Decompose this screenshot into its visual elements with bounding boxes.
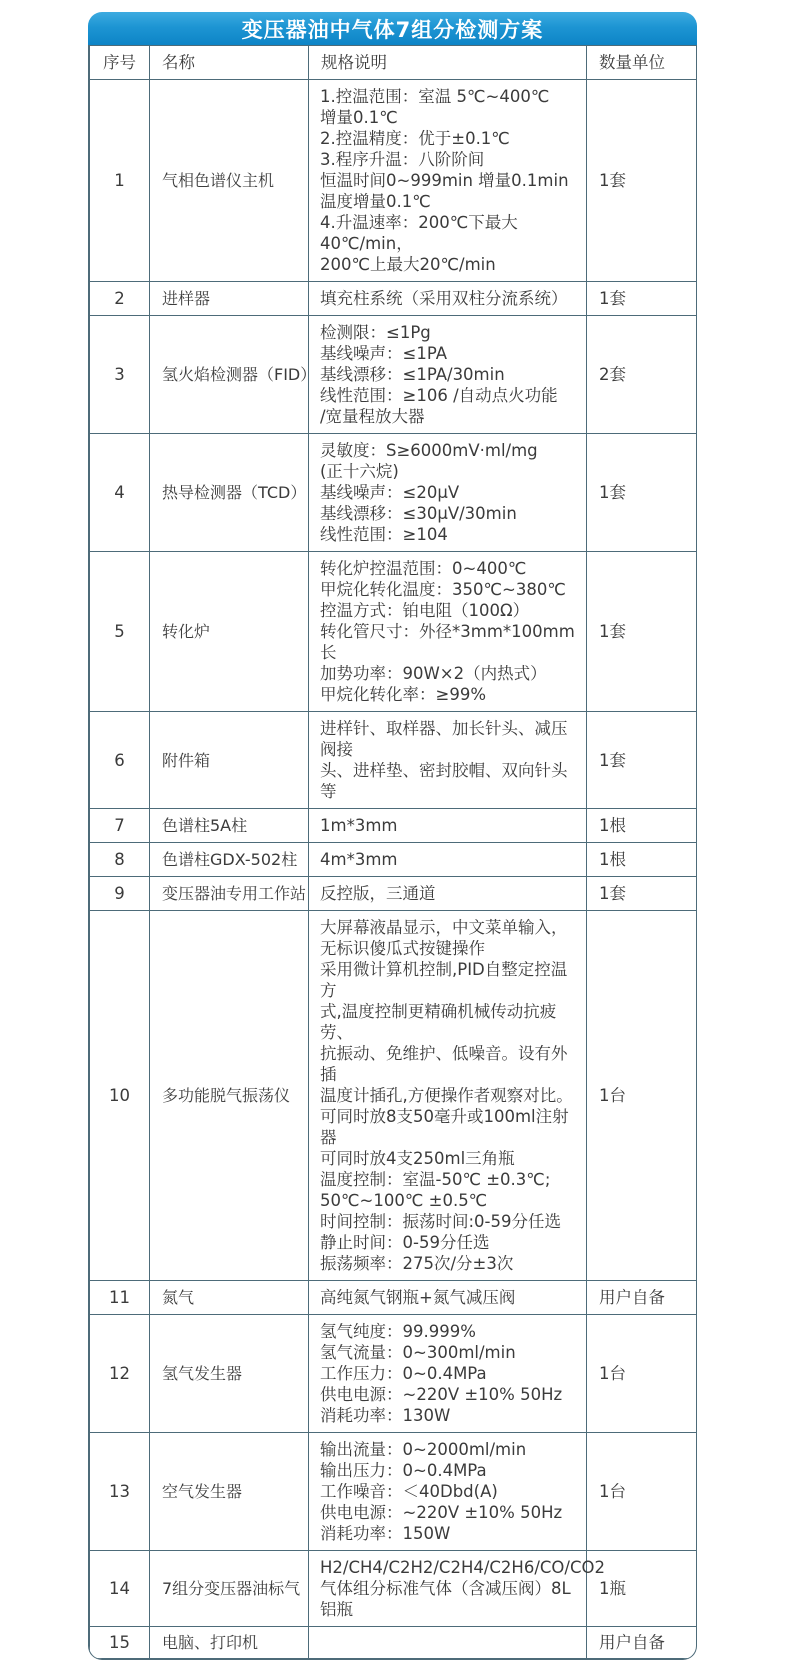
row-number-cell: 3 — [90, 316, 150, 434]
item-qty-cell: 1台 — [587, 1433, 698, 1551]
spec-line: 供电电源：~220V ±10% 50Hz — [320, 1385, 563, 1404]
spec-line: 时间控制：振荡时间:0-59分任选 — [320, 1212, 562, 1231]
spec-line: 可同时放8支50毫升或100ml注射器 — [320, 1107, 569, 1147]
table-row — [90, 712, 698, 809]
spec-line: 静止时间：0-59分任选 — [320, 1233, 490, 1252]
spec-line: 2.控温精度：优于±0.1℃ — [320, 129, 510, 148]
item-spec-cell — [309, 809, 587, 843]
item-name-cell: 氢气发生器 — [150, 1315, 309, 1433]
item-qty-cell: 1套 — [587, 282, 698, 316]
spec-line: 线性范围：≥104 — [320, 525, 448, 544]
spec-line: 基线漂移：≤1PA/30min — [320, 365, 505, 384]
item-spec-cell — [309, 1627, 587, 1659]
item-name-cell: 电脑、打印机 — [150, 1627, 309, 1659]
item-name-cell: 色谱柱5A柱 — [150, 809, 309, 843]
item-spec-cell — [309, 843, 587, 877]
table-row — [90, 877, 698, 911]
item-name-cell: 空气发生器 — [150, 1433, 309, 1551]
spec-line: 温度计插孔,方便操作者观察对比。 — [320, 1086, 573, 1105]
item-spec-cell — [309, 1551, 605, 1627]
spec-line: 基线漂移：≤30μV/30min — [320, 504, 517, 523]
table-row — [90, 1627, 698, 1659]
item-name-cell: 进样器 — [150, 282, 309, 316]
spec-line: /宽量程放大器 — [320, 407, 425, 426]
spec-table-body — [90, 80, 698, 1659]
item-qty-cell: 1套 — [587, 434, 698, 552]
item-name-cell: 变压器油专用工作站 — [150, 877, 309, 911]
spec-line: 温度控制：室温-50℃ ±0.3℃; — [320, 1170, 551, 1189]
table-row — [90, 1433, 698, 1551]
spec-line: 线性范围：≥106 /自动点火功能 — [320, 386, 558, 405]
table-row — [90, 552, 698, 712]
spec-line: 50℃~100℃ ±0.5℃ — [320, 1191, 488, 1210]
spec-line: 填充柱系统（采用双柱分流系统） — [320, 289, 568, 308]
spec-line: 高纯氮气钢瓶+氮气减压阀 — [320, 1288, 516, 1307]
row-number-cell: 2 — [90, 282, 150, 316]
table-row — [90, 80, 698, 282]
spec-line: 反控版，三通道 — [320, 884, 436, 903]
item-spec-cell — [309, 434, 587, 552]
spec-line: 1m*3mm — [320, 816, 398, 835]
spec-line: 气体组分标准气体（含减压阀）8L铝瓶 — [320, 1579, 571, 1619]
item-spec-cell — [309, 1433, 587, 1551]
spec-line: 氢气纯度：99.999% — [320, 1322, 476, 1341]
item-spec-cell — [309, 911, 587, 1281]
row-number-cell: 5 — [90, 552, 150, 712]
item-qty-cell: 1套 — [587, 877, 698, 911]
table-row — [90, 282, 698, 316]
spec-line: 3.程序升温：八阶阶间 — [320, 150, 485, 169]
row-number-cell: 15 — [90, 1627, 150, 1659]
spec-line: 4.升温速率：200℃下最大40℃/min， — [320, 213, 518, 253]
item-spec-cell — [309, 877, 587, 911]
item-spec-cell — [309, 552, 587, 712]
row-number-cell: 13 — [90, 1433, 150, 1551]
item-qty-cell: 1瓶 — [587, 1551, 698, 1627]
spec-line: 采用微计算机控制,PID自整定控温方 — [320, 960, 568, 1000]
row-number-cell: 12 — [90, 1315, 150, 1433]
row-number-cell: 4 — [90, 434, 150, 552]
spec-line: 无标识傻瓜式按键操作 — [320, 939, 485, 958]
spec-line: 转化炉控温范围：0~400℃ — [320, 559, 527, 578]
spec-line: 工作噪音：＜40Dbd(A) — [320, 1482, 498, 1501]
row-number-cell: 11 — [90, 1281, 150, 1315]
item-name-cell: 氢火焰检测器（FID） — [150, 316, 309, 434]
item-qty-cell: 1根 — [587, 843, 698, 877]
item-spec-cell — [309, 316, 587, 434]
spec-line: 大屏幕液晶显示，中文菜单输入， — [320, 918, 568, 937]
spec-line: 输出流量：0~2000ml/min — [320, 1440, 527, 1459]
spec-line: 温度增量0.1℃ — [320, 192, 431, 211]
row-number-cell: 10 — [90, 911, 150, 1281]
table-row — [90, 1315, 698, 1433]
spec-line: 工作压力：0~0.4MPa — [320, 1364, 487, 1383]
spec-line: 消耗功率：130W — [320, 1406, 451, 1425]
item-qty-cell: 用户自备 — [587, 1627, 698, 1659]
table-row — [90, 434, 698, 552]
row-number-cell: 8 — [90, 843, 150, 877]
item-qty-cell: 1套 — [587, 80, 698, 282]
spec-line: 基线噪声：≤20μV — [320, 483, 460, 502]
item-qty-cell: 1套 — [587, 552, 698, 712]
table-row — [90, 911, 698, 1281]
spec-line: 灵敏度：S≥6000mV·ml/mg — [320, 441, 538, 460]
item-qty-cell: 2套 — [587, 316, 698, 434]
row-number-cell: 14 — [90, 1551, 150, 1627]
row-number-cell: 1 — [90, 80, 150, 282]
header-row — [90, 46, 698, 80]
spec-line: 供电电源：~220V ±10% 50Hz — [320, 1503, 563, 1522]
spec-line: 加势功率：90W×2（内热式） — [320, 664, 547, 683]
spec-line: 氢气流量：0~300ml/min — [320, 1343, 516, 1362]
row-number-cell: 9 — [90, 877, 150, 911]
item-name-cell: 色谱柱GDX-502柱 — [150, 843, 309, 877]
spec-line: 4m*3mm — [320, 850, 398, 869]
spec-line: 输出压力：0~0.4MPa — [320, 1461, 487, 1480]
spec-line: 消耗功率：150W — [320, 1524, 451, 1543]
spec-line: 抗振动、免维护、低噪音。设有外插 — [320, 1044, 568, 1084]
column-header-name: 名称 — [150, 46, 309, 80]
item-name-cell: 热导检测器（TCD） — [150, 434, 309, 552]
item-name-cell: 转化炉 — [150, 552, 309, 712]
spec-line: (正十六烷) — [320, 462, 399, 481]
table-row — [90, 809, 698, 843]
table-row — [90, 316, 698, 434]
item-spec-cell — [309, 1315, 587, 1433]
spec-line: 增量0.1℃ — [320, 108, 398, 127]
item-qty-cell: 用户自备 — [587, 1281, 698, 1315]
item-spec-cell — [309, 1281, 587, 1315]
spec-table — [89, 45, 697, 1659]
item-qty-cell: 1台 — [587, 911, 698, 1281]
column-header-qty: 数量单位 — [587, 46, 698, 80]
table-row — [90, 843, 698, 877]
spec-line: 检测限：≤1Pg — [320, 323, 431, 342]
spec-line: 恒温时间0~999min 增量0.1min — [320, 171, 569, 190]
spec-table-card — [88, 12, 697, 1660]
spec-line: 可同时放4支250ml三角瓶 — [320, 1149, 515, 1168]
spec-line: 振荡频率：275次/分±3次 — [320, 1254, 514, 1273]
spec-line: 式,温度控制更精确机械传动抗疲劳、 — [320, 1002, 557, 1042]
spec-line: 头、进样垫、密封胶帽、双向针头等 — [320, 761, 568, 801]
spec-line: 甲烷化转化率：≥99% — [320, 685, 486, 704]
spec-line: 基线噪声：≤1PA — [320, 344, 448, 363]
table-row — [90, 1551, 698, 1627]
spec-line: 甲烷化转化温度：350℃~380℃ — [320, 580, 566, 599]
table-wrap — [88, 45, 697, 1660]
table-row — [90, 1281, 698, 1315]
column-header-spec: 规格说明 — [309, 46, 587, 80]
column-header-no: 序号 — [90, 46, 150, 80]
item-qty-cell: 1台 — [587, 1315, 698, 1433]
item-name-cell: 7组分变压器油标气 — [150, 1551, 309, 1627]
spec-line: 进样针、取样器、加长针头、减压阀接 — [320, 719, 568, 759]
item-name-cell: 氮气 — [150, 1281, 309, 1315]
row-number-cell: 6 — [90, 712, 150, 809]
page-title: 变压器油中气体7组分检测方案 — [241, 17, 544, 42]
item-name-cell: 多功能脱气振荡仪 — [150, 911, 309, 1281]
spec-line: 转化管尺寸：外径*3mm*100mm长 — [320, 622, 575, 662]
table-title-bar — [88, 12, 697, 45]
item-qty-cell: 1根 — [587, 809, 698, 843]
row-number-cell: 7 — [90, 809, 150, 843]
spec-line: 200℃上最大20℃/min — [320, 255, 496, 274]
item-spec-cell — [309, 712, 587, 809]
item-qty-cell: 1套 — [587, 712, 698, 809]
spec-line: 1.控温范围：室温 5℃~400℃ — [320, 87, 550, 106]
item-spec-cell — [309, 282, 587, 316]
item-name-cell: 附件箱 — [150, 712, 309, 809]
spec-line: 控温方式：铂电阻（100Ω） — [320, 601, 530, 620]
item-spec-cell — [309, 80, 587, 282]
spec-line: H2/CH4/C2H2/C2H4/C2H6/CO/CO2 — [320, 1558, 605, 1577]
item-name-cell: 气相色谱仪主机 — [150, 80, 309, 282]
